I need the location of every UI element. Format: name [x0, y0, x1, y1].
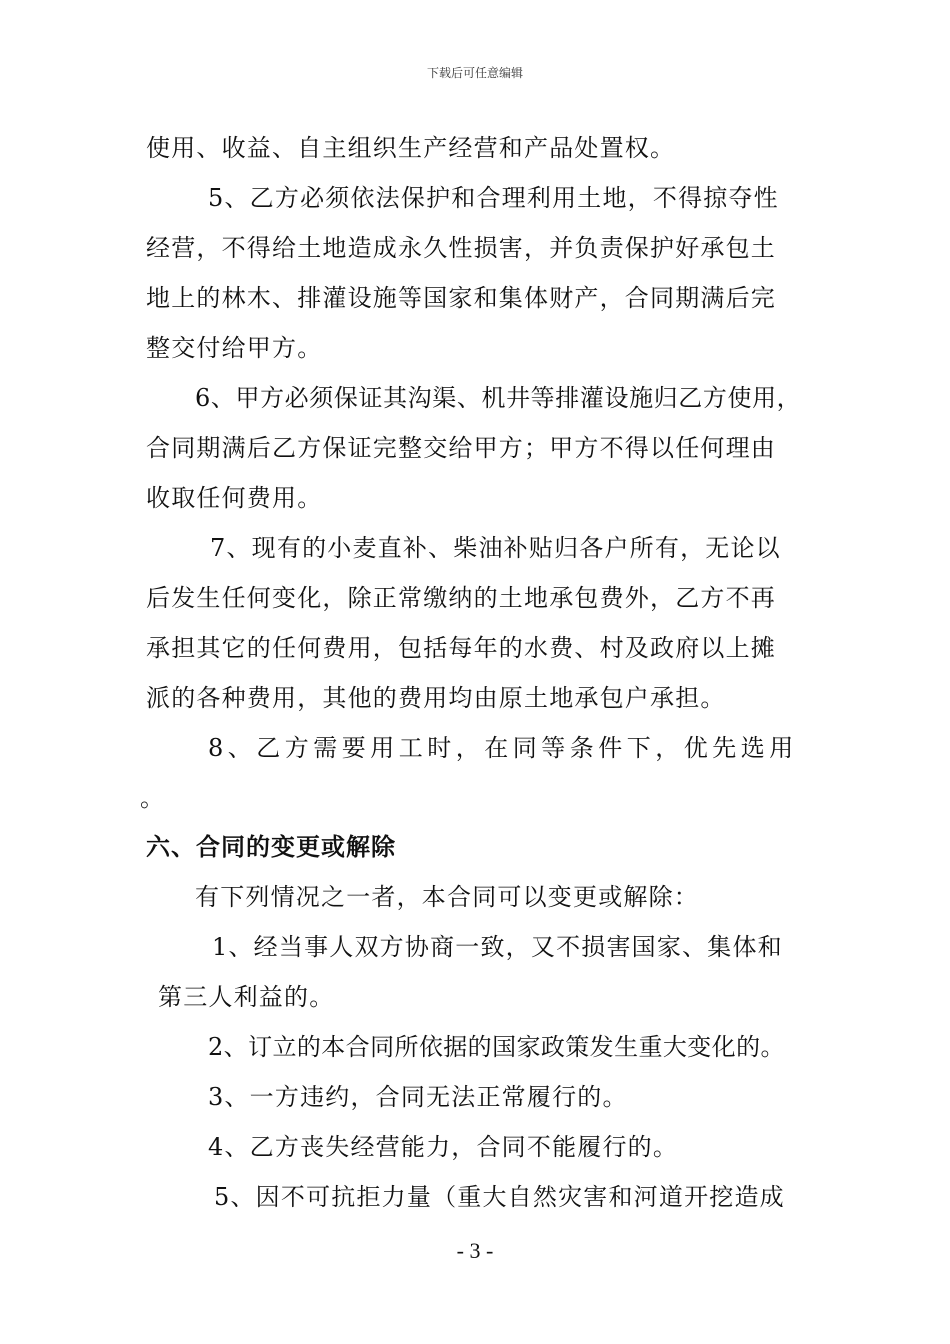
text-line: 6、甲方必须保证其沟渠、机井等排灌设施归乙方使用， [195, 384, 802, 412]
text-line: 4、乙方丧失经营能力，合同不能履行的。 [208, 1133, 679, 1161]
text-line: 有下列情况之一者，本合同可以变更或解除： [195, 883, 699, 911]
text-line: 。 [140, 784, 166, 812]
text-line: 承担其它的任何费用，包括每年的水费、村及政府以上摊 [146, 634, 776, 662]
text-line: 使用、收益、自主组织生产经营和产品处置权。 [146, 134, 676, 162]
section-heading: 六、合同的变更或解除 [146, 833, 396, 861]
text-line: 派的各种费用，其他的费用均由原土地承包户承担。 [146, 684, 726, 712]
text-line: 8、乙方需要用工时，在同等条件下，优先选用 [208, 734, 798, 762]
text-line: 第三人利益的。 [158, 983, 335, 1011]
text-line: 5、乙方必须依法保护和合理利用土地，不得掠夺性 [208, 184, 779, 212]
text-line: 合同期满后乙方保证完整交给甲方；甲方不得以任何理由 [146, 434, 776, 462]
text-line: 1、经当事人双方协商一致，又不损害国家、集体和 [212, 933, 783, 961]
text-line: 收取任何费用。 [146, 484, 323, 512]
page-header: 下载后可任意编辑 [426, 66, 523, 80]
text-line: 整交付给甲方。 [146, 334, 323, 362]
text-line: 2、订立的本合同所依据的国家政策发生重大变化的。 [208, 1033, 785, 1061]
text-line: 地上的林木、排灌设施等国家和集体财产，合同期满后完 [146, 284, 776, 312]
page-number: - 3 - [456, 1238, 494, 1263]
text-line: 后发生任何变化，除正常缴纳的土地承包费外，乙方不再 [146, 584, 776, 612]
text-line: 5、因不可抗拒力量（重大自然灾害和河道开挖造成 [214, 1183, 785, 1211]
text-line: 3、一方违约，合同无法正常履行的。 [208, 1083, 628, 1111]
text-line: 经营，不得给土地造成永久性损害，并负责保护好承包土 [146, 234, 776, 262]
text-line: 7、现有的小麦直补、柴油补贴归各户所有，无论以 [210, 534, 781, 562]
